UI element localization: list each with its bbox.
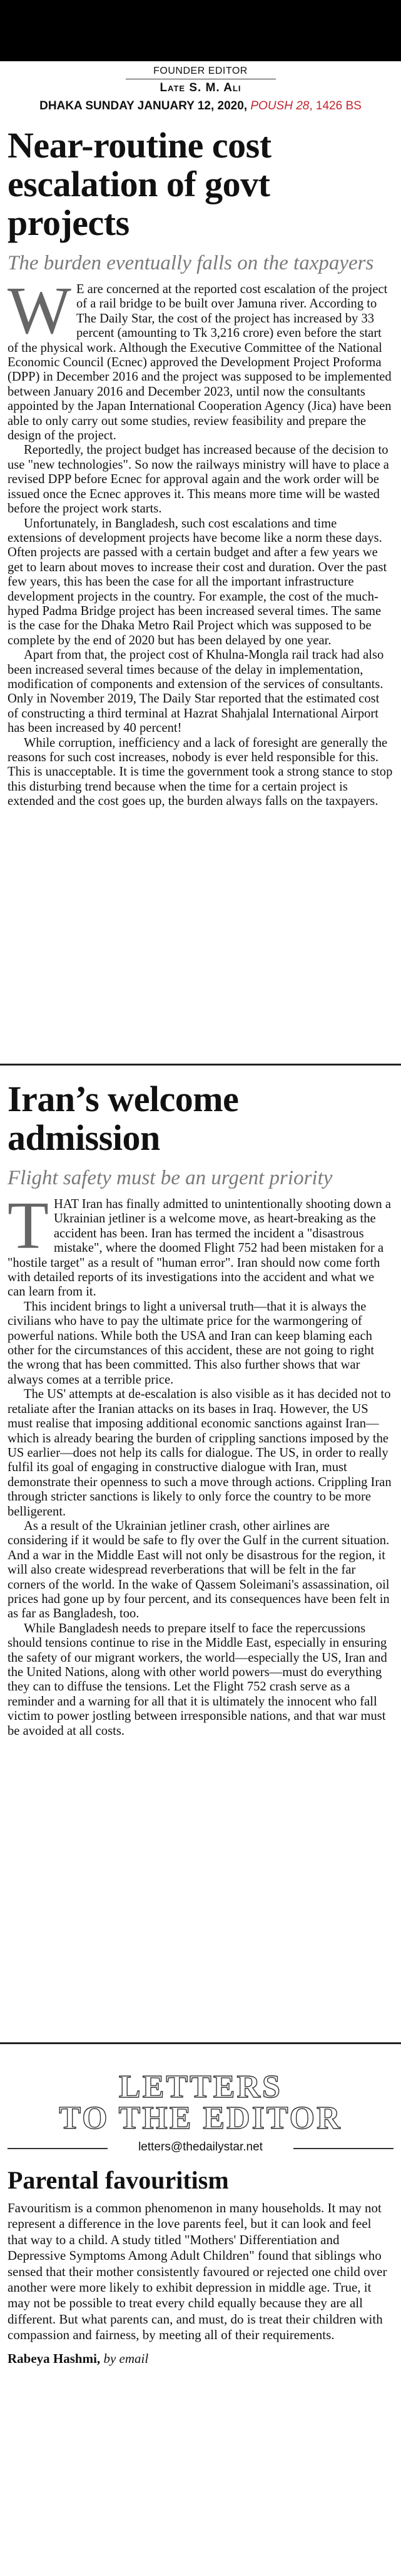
paragraph: THAT Iran has finally admitted to unintentionally shooting down a Ukrainian jetliner is a welcome move, as heart-breaking as the accident has been. Iran has termed the incident a "disastrous mistake", where the doomed Flight 752 had been mistaken for a "hostile target" as a result of "human error". Iran should now come forth with detailed reports of its investigations into the accident and what we can learn from it. (8, 1189, 391, 1299)
paragraph: W E are concerned at the reported cost escalation of the project of a rail bridge to be built over Jamuna river. According to The Daily Star, the cost of the project has increased by 33 percent (amounting to Tk 3,216 crore) even before the start of the physical work. Although the Executive Committee of the National Economic Council (Ecnec) approved the Development Project Proforma (DPP) in December 2016 and the project was supposed to be implemented between January 2016 and December 2023, until now the consultants appointed by the Japan International Cooperation Agency (Jica) have been able to only carry out some studies, review feasibility and prepare the design of the project. (8, 274, 392, 443)
paragraph: Reportedly, the project budget has increased because of the decision to use "new technologies". So now the railways ministry will have to place a revised DPP before Ecnec for approval again and the work order will be issued once the Ecnec approves it. This means more time will be wasted before the project work starts. (8, 443, 389, 516)
dateline-main: DHAKA SUNDAY JANUARY 12, 2020, (39, 99, 248, 112)
editorial-cost-escalation (0, 126, 401, 809)
editorial-body (8, 274, 393, 809)
paragraph: While corruption, inefficiency and a lack of foresight are generally the reasons for such cost increases, nobody is ever held responsible for this. This is unacceptable. It is time the government took a strong stance to stop this disturbing trend because when the time for a certain project is extended and the cost goes up, the burden always falls on the taxpayers. (8, 736, 393, 809)
dateline-bangla: POUSH 28 (250, 99, 310, 112)
masthead-banner (0, 0, 401, 61)
letters-email[interactable]: letters@thedailystar.net (138, 2140, 263, 2154)
letter-body: Favouritism is a common phenomenon in many households. It may not represent a difference in the love parents feel, but it can look and feel that way to a child. A study titled "Mothers' Differentiation and Depressive Symptoms Among Adult Children" found that siblings who sensed that their mother consistently favoured or rejected one child over another were more likely to exhibit depression in middle age. True, it may not be possible to treat every child equally because they are all different. But what parents can, and must, do is treat their children with compassion and fairness, by meeting all of their requirements. (8, 2200, 387, 2343)
letter-title: Parental favouritism (8, 2166, 229, 2194)
letter-signature (8, 2351, 401, 2367)
letters-section (0, 2042, 401, 2576)
letter-author-via: by email (103, 2350, 149, 2366)
paragraph: Apart from that, the project cost of Khulna-Mongla rail track had also been increased several times because of the delay in implementation, modification of components and extension of the services of consultants. Only in November 2019, The Daily Star reported that the estimated cost of constructing a third terminal at Hazrat Shahjalal International Airport has been increased by 40 percent! (8, 648, 384, 736)
paragraph: This incident brings to light a universal truth—that it is always the civilians who have to pay the ultimate price for the warmongering of powerful nations. While both the USA and Iran can keep blaming each other for the circumstances of this accident, these are not going to right the wrong that has been committed. This also further shows that war always comes at a terrible price. (8, 1299, 375, 1387)
section-divider (0, 1064, 401, 1066)
founder-label: FOUNDER EDITOR (153, 66, 248, 76)
editor-dateline (0, 65, 401, 114)
letters-title (0, 2069, 401, 2136)
editorial-headline: Near-routine cost escalation of govt projects (8, 125, 272, 243)
paragraph: While Bangladesh needs to prepare itself to face the repercussions should tensions continue to rise in the Middle East, especially in ensuring the safety of our migrant workers, the world—especially the US, Iran and the United Nations, along with other world powers—must do everything they can to diffuse the tensions. Let the Flight 752 crash serve as a reminder and a warning for all that it is ultimately the innocent who fall victim to power jostling between irresponsible nations, and that war must be avoided at all costs. (8, 1621, 387, 1738)
letter-author: Rabeya Hashmi, (8, 2350, 101, 2366)
email-rule-right (293, 2148, 393, 2149)
letters-title-line1: LETTERS (119, 2069, 282, 2105)
dateline-bs: , 1426 BS (309, 99, 362, 112)
editorial-headline: Iran’s welcome admission (8, 1079, 239, 1158)
letters-title-line2: TO THE EDITOR (59, 2100, 342, 2136)
founder-name: Late S. M. Ali (160, 81, 241, 94)
drop-cap: T (8, 1189, 49, 1263)
editorial-subhead: Flight safety must be an urgent priority (8, 1167, 333, 1189)
letters-email-row (0, 2139, 401, 2158)
drop-cap: W (8, 274, 71, 348)
paragraph: The US' attempts at de-escalation is also visible as it has decided not to retaliate after the Iranian attacks on its bases in Iraq. However, the US must realise that imposing additional economic sanctions against Iran—which is already bearing the burden of crippling sanctions imposed by the US earlier—does not help its calls for dialogue. The US, in order to really fulfil its goal of engaging in constructive dialogue with Iran, must demonstrate their openness to such a move through actions. Crippling Iran through stricter sanctions is likely to only force the country to be more belligerent. (8, 1387, 392, 1519)
editorial-subhead: The burden eventually falls on the taxpayers (8, 252, 374, 274)
paragraph: As a result of the Ukrainian jetliner crash, other airlines are considering if it would be safe to fly over the Gulf in the current situation. And a war in the Middle East will not only be disastrous for the region, it will also create widespread reverberations that will be felt in the far corners of the world. In the wake of Qassem Soleimani's assassination, oil prices had gone up by four percent, and its consequences have been felt in as far as Bangladesh, too. (8, 1519, 390, 1621)
editorial-iran-admission (0, 1080, 401, 1739)
dateline (0, 98, 401, 114)
editorial-body (8, 1189, 393, 1739)
paragraph: Unfortunately, in Bangladesh, such cost escalations and time extensions of development projects have become like a norm these days. Often projects are passed with a certain budget and after a few years we get to learn about moves to increase their cost and duration. Over the past few years, this has been the case for all the important infrastructure development projects in the country. For example, the cost of the much-hyped Padma Bridge project has been increased several times. The same is the case for the Dhaka Metro Rail Project which was supposed to be complete by the end of 2020 but has been delayed by one year. (8, 516, 387, 647)
